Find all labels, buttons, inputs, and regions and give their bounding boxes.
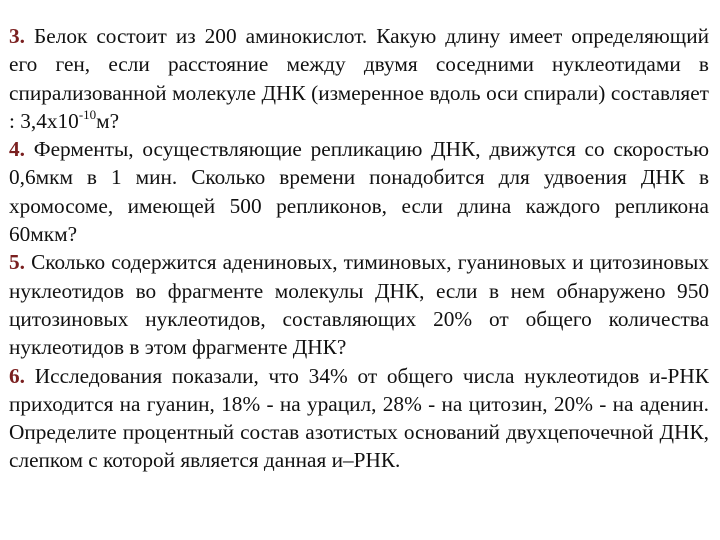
problem-number: 3. [9, 24, 25, 48]
problem-6 [9, 362, 709, 475]
problem-text: Белок состоит из 200 аминокислот. Какую длину имеет определяющий его ген, если расстояние между двумя соседними нуклеотидами в спирализованной молекуле ДНК (измеренное вдоль оси спирали) составляет : 3,4х10 [9, 24, 709, 133]
problem-text: Сколько содержится адениновых, тиминовых, гуаниновых и цитозиновых нуклеотидов во фрагменте молекулы ДНК, если в нем обнаружено 950 цитозиновых нуклеотидов, составляющих 20% от общего количества нуклеотидов в этом фрагменте ДНК? [9, 250, 709, 360]
exponent: -10 [78, 106, 97, 122]
problem-text: Ферменты, осуществляющие репликацию ДНК, движутся со скоростью 0,6мкм в 1 мин. Сколько времени понадобится для удвоения ДНК в хромосоме, имеющей 500 репликонов, если длина каждого репликона 60мкм? [9, 137, 709, 247]
problem-3 [9, 22, 709, 135]
problem-5 [9, 248, 709, 361]
problem-number: 5. [9, 250, 25, 275]
problem-number: 6. [9, 363, 25, 388]
problem-text-end: м? [96, 108, 120, 133]
problem-4 [9, 135, 709, 248]
problem-number: 4. [9, 137, 25, 162]
problem-text: Исследования показали, что 34% от общего числа нуклеотидов и-РНК приходится на гуанин, 18% - на урацил, 28% - на цитозин, 20% - на аденин. Определите процентный состав азотистых оснований двухцепочечной ДНК, слепком с которой является данная и–РНК. [9, 363, 709, 473]
problem-list [9, 22, 709, 475]
